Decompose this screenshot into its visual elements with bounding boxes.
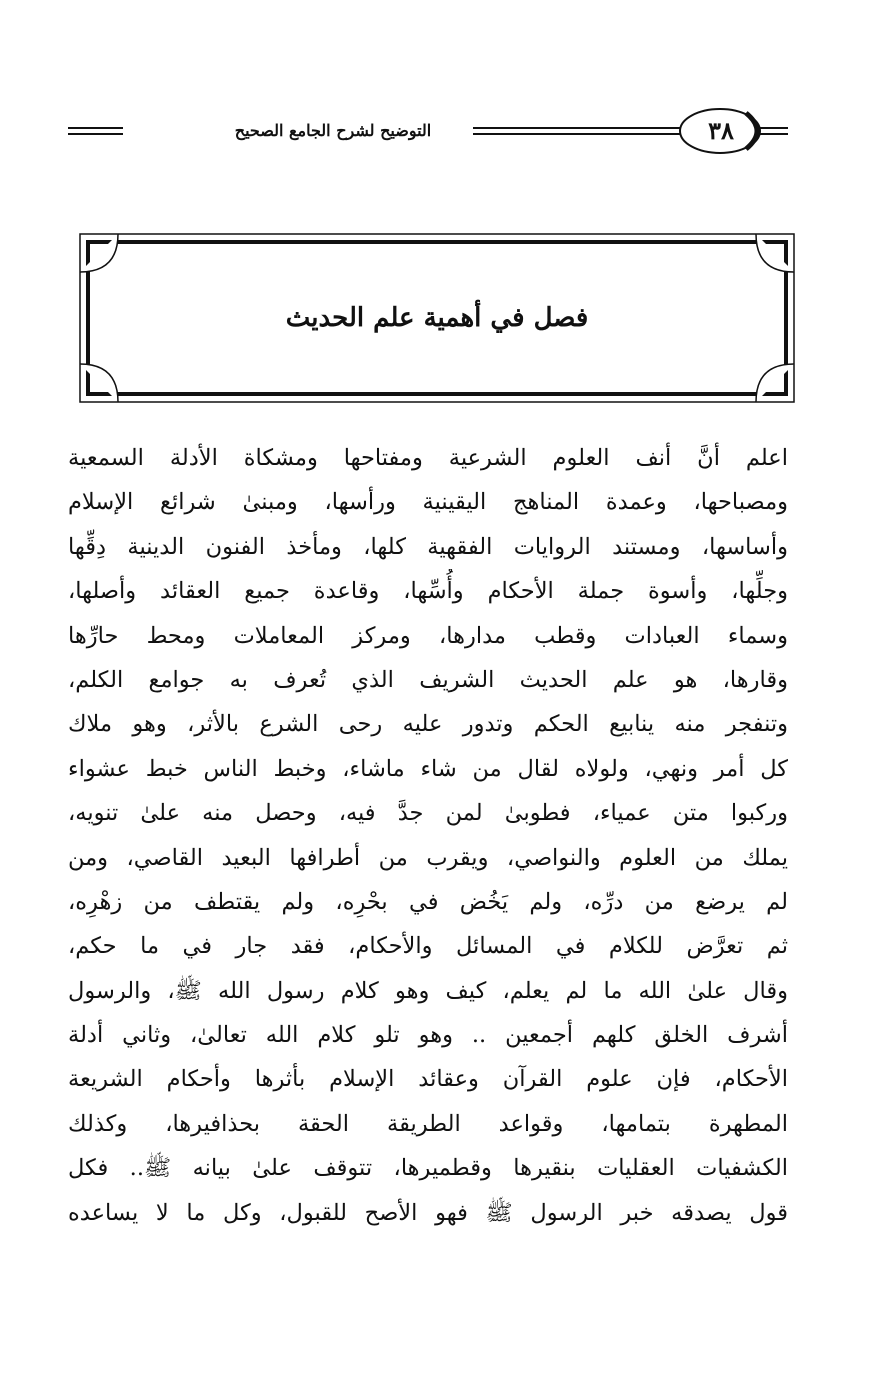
body-text — [68, 436, 788, 1235]
section-title: فصل في أهمية علم الحديث — [285, 303, 589, 333]
text-line: كل أمر ونهي، ولولاه لقال من شاء ماشاء، وخبط الناس خبط عشواء — [68, 755, 788, 782]
text-line: أشرف الخلق كلهم أجمعين .. وهو تلو كلام الله تعالىٰ، وثاني أدلة — [68, 1022, 788, 1049]
text-line: لم يرضع من درِّه، ولم يَخُض في بحْرِه، ولم يقتطف من زهْرِه، — [68, 888, 788, 915]
text-line: وركبوا متن عمياء، فطوبىٰ لمن جدَّ فيه، وحصل منه علىٰ تنويه، — [68, 800, 788, 827]
section-title-frame — [78, 232, 796, 404]
text-line: وقال علىٰ الله ما لم يعلم، كيف وهو كلام رسول الله ﷺ، والرسول — [68, 977, 788, 1004]
page-number: ٣٨ — [708, 116, 734, 145]
text-line: الكشفيات العقليات بنقيرها وقطميرها، تتوقف علىٰ بيانه ﷺ.. فكل — [68, 1155, 788, 1182]
text-line: قول يصدقه خبر الرسول ﷺ فهو الأصح للقبول، وكل ما لا يساعده — [68, 1199, 788, 1226]
running-title: التوضيح لشرح الجامع الصحيح — [193, 113, 473, 149]
text-line: المطهرة بتمامها، وقواعد الطريقة الحقة بحذافيرها، وكذلك — [68, 1110, 788, 1137]
text-line: وتنفجر منه ينابيع الحكم وتدور عليه رحى الشرع بالأثر، وهو ملاك — [68, 711, 788, 738]
text-line: ومصباحها، وعمدة المناهج اليقينية ورأسها، ومبنىٰ شرائع الإسلام — [68, 489, 788, 516]
text-line: ثم تعرَّض للكلام في المسائل والأحكام، فقد جار في ما حكم، — [68, 933, 788, 960]
text-line: وأساسها، ومستند الروايات الفقهية كلها، ومأخذ الفنون الدينية دِقِّها — [68, 533, 788, 560]
page-header — [68, 105, 788, 165]
text-line: يملك من العلوم والنواصي، ويقرب من أطرافها البعيد القاصي، ومن — [68, 844, 788, 871]
text-line: اعلم أنَّ أنف العلوم الشرعية ومفتاحها ومشكاة الأدلة السمعية — [68, 445, 788, 471]
text-line: الأحكام، فإن علوم القرآن وعقائد الإسلام بأثرها وأحكام الشريعة — [68, 1066, 788, 1093]
text-line: وقارها، هو علم الحديث الشريف الذي تُعرف به جوامع الكلم، — [68, 666, 788, 693]
text-line: وسماء العبادات وقطب مدارها، ومركز المعاملات ومحط حارِّها — [68, 622, 788, 649]
text-line: وجلِّها، وأسوة جملة الأحكام وأُسِّها، وقاعدة جميع العقائد وأصلها، — [68, 578, 788, 605]
